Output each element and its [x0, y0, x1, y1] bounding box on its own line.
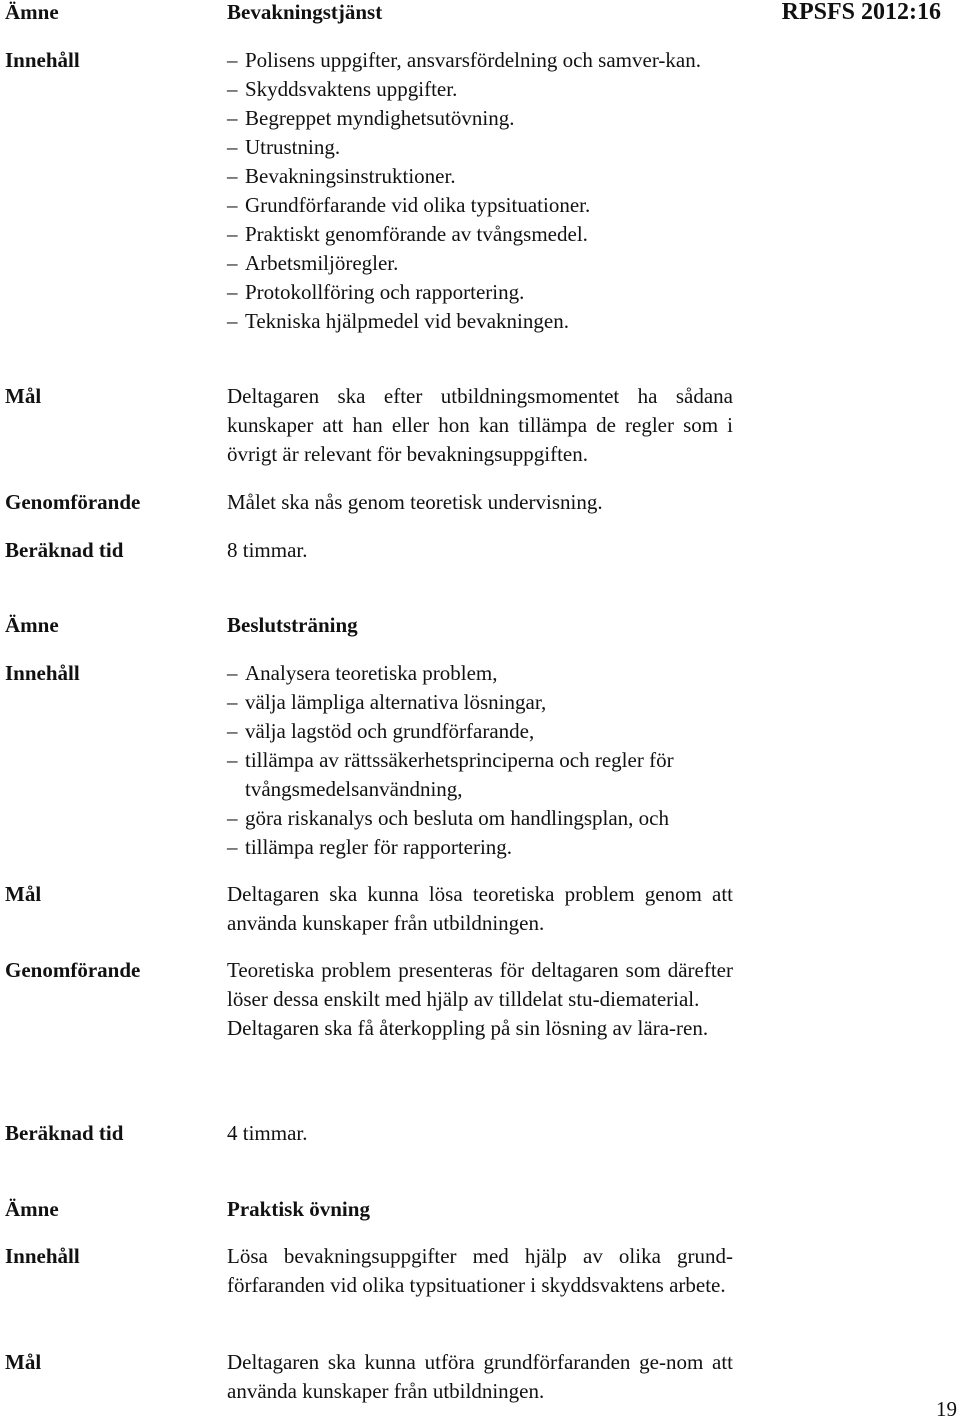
list-item	[227, 688, 733, 717]
dash-bullet: –	[227, 719, 238, 743]
time-label: Beräknad tid	[5, 1121, 124, 1145]
goal-text	[227, 880, 733, 938]
goal-paragraph: Deltagaren ska kunna utföra grundförfaranden ge-nom att använda kunskaper från utbildningen.	[227, 1350, 733, 1403]
list-item-text: Skyddsvaktens uppgifter.	[245, 77, 458, 101]
time-text: 4 timmar.	[227, 1121, 308, 1145]
time-label: Beräknad tid	[5, 538, 124, 562]
content-list	[227, 46, 733, 336]
list-item-text: Bevakningsinstruktioner.	[245, 164, 456, 188]
goal-text	[227, 1348, 733, 1406]
list-item-text: Arbetsmiljöregler.	[245, 251, 399, 275]
subject-value: Bevakningstjänst	[227, 0, 383, 24]
subject-value: Beslutsträning	[227, 613, 358, 637]
dash-bullet: –	[227, 48, 238, 72]
list-item-text: Utrustning.	[245, 135, 341, 159]
dash-bullet: –	[227, 251, 238, 275]
content-label: Innehåll	[5, 48, 80, 72]
list-item-text: tillämpa av rättssäkerhetsprinciperna och regler för tvångsmedelsanvändning,	[245, 748, 674, 801]
content-list	[227, 659, 733, 862]
list-item-text: göra riskanalys och besluta om handlingsplan, och	[245, 806, 669, 830]
list-item-text: Grundförfarande vid olika typsituationer.	[245, 193, 591, 217]
list-item-text: Protokollföring och rapportering.	[245, 280, 525, 304]
method-paragraph-2: Deltagaren ska få återkoppling på sin lösning av lära-ren.	[227, 1016, 709, 1040]
method-label: Genomförande	[5, 490, 141, 514]
dash-bullet: –	[227, 77, 238, 101]
list-item-text: Polisens uppgifter, ansvarsfördelning och samver-kan.	[245, 48, 701, 72]
list-item-text: välja lagstöd och grundförfarande,	[245, 719, 535, 743]
list-item-text: Tekniska hjälpmedel vid bevakningen.	[245, 309, 569, 333]
list-item	[227, 804, 733, 833]
dash-bullet: –	[227, 280, 238, 304]
dash-bullet: –	[227, 222, 238, 246]
list-item-text: välja lämpliga alternativa lösningar,	[245, 690, 547, 714]
list-item	[227, 104, 733, 133]
method-label: Genomförande	[5, 958, 141, 982]
subject-label: Ämne	[5, 613, 59, 637]
list-item	[227, 191, 733, 220]
dash-bullet: –	[227, 164, 238, 188]
goal-text	[227, 382, 733, 469]
subject-value: Praktisk övning	[227, 1197, 370, 1221]
method-text: Målet ska nås genom teoretisk undervisning.	[227, 490, 603, 514]
dash-bullet: –	[227, 806, 238, 830]
goal-paragraph: Deltagaren ska efter utbildningsmomentet ha sådana kunskaper att han eller hon kan tillämpa de regler som i övrigt är relevant för bevakningsuppgiften.	[227, 384, 733, 466]
dash-bullet: –	[227, 309, 238, 333]
list-item-text: Begreppet myndighetsutövning.	[245, 106, 515, 130]
goal-label: Mål	[5, 882, 42, 906]
list-item	[227, 307, 733, 336]
content-text	[227, 1242, 733, 1300]
list-item	[227, 659, 733, 688]
list-item	[227, 833, 733, 862]
subject-label: Ämne	[5, 1197, 59, 1221]
list-item	[227, 133, 733, 162]
list-item-text: Praktiskt genomförande av tvångsmedel.	[245, 222, 588, 246]
list-item	[227, 75, 733, 104]
goal-label: Mål	[5, 1350, 42, 1374]
list-item	[227, 278, 733, 307]
dash-bullet: –	[227, 835, 238, 859]
dash-list	[227, 46, 733, 336]
dash-list	[227, 659, 733, 862]
document-id: RPSFS 2012:16	[781, 0, 941, 25]
list-item-text: tillämpa regler för rapportering.	[245, 835, 513, 859]
content-paragraph: Lösa bevakningsuppgifter med hjälp av olika grund-förfaranden vid olika typsituationer i skyddsvaktens arbete.	[227, 1244, 733, 1297]
time-text: 8 timmar.	[227, 538, 308, 562]
method-paragraph-1: Teoretiska problem presenteras för deltagaren som därefter löser dessa enskilt med hjälp av tilldelat stu-diematerial.	[227, 958, 733, 1011]
dash-bullet: –	[227, 690, 238, 714]
goal-label: Mål	[5, 384, 42, 408]
dash-bullet: –	[227, 661, 238, 685]
list-item	[227, 220, 733, 249]
dash-bullet: –	[227, 193, 238, 217]
subject-label: Ämne	[5, 0, 59, 24]
method-text	[227, 956, 733, 1043]
dash-bullet: –	[227, 135, 238, 159]
list-item	[227, 746, 733, 804]
page-number: 19	[936, 1397, 957, 1421]
dash-bullet: –	[227, 748, 238, 772]
dash-bullet: –	[227, 106, 238, 130]
content-label: Innehåll	[5, 1244, 80, 1268]
content-label: Innehåll	[5, 661, 80, 685]
goal-paragraph: Deltagaren ska kunna lösa teoretiska problem genom att använda kunskaper från utbildningen.	[227, 882, 733, 935]
list-item	[227, 46, 733, 75]
list-item	[227, 162, 733, 191]
list-item-text: Analysera teoretiska problem,	[245, 661, 498, 685]
list-item	[227, 249, 733, 278]
list-item	[227, 717, 733, 746]
